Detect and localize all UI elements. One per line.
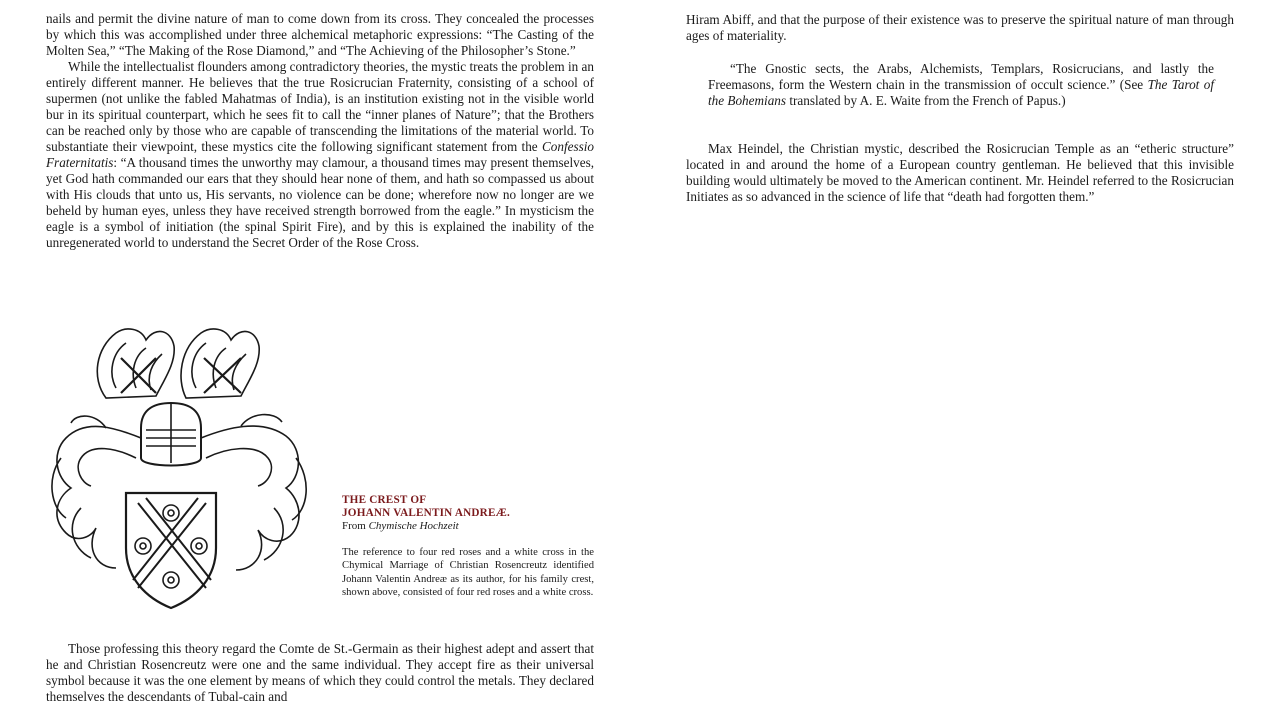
caption-title-line2: JOHANN VALENTIN ANDREÆ. [342, 507, 510, 519]
confessio-title: Confessio Fraternitatis [46, 139, 594, 170]
right-page-heindel-text [686, 141, 1234, 205]
right-page [686, 0, 1234, 720]
crest-caption [342, 494, 594, 600]
left-page-top-text [46, 11, 594, 251]
caption-body: The reference to four red roses and a white cross in the Chymical Marriage of Christian Rosencreutz identified Johann Valentin Andreæ as its author, for his family crest, shown above, consisted of four red roses and a white cross. [342, 547, 594, 599]
quote-end: translated by A. E. Waite from the French of Papus.) [786, 93, 1066, 108]
gnostic-quote-text [708, 61, 1214, 109]
quote-book-title: The Tarot of the Bohemians [708, 77, 1214, 108]
left-page [46, 0, 594, 720]
caption-source-title: Chymische Hochzeit [368, 520, 459, 532]
caption-source [342, 520, 594, 533]
caption-title-line1: THE CREST OF [342, 494, 427, 506]
crest-icon [46, 318, 312, 614]
crest-illustration [46, 318, 312, 614]
gnostic-quote [708, 61, 1214, 109]
left-page-bottom-text [46, 641, 594, 705]
paragraph-mystic-view [46, 59, 594, 251]
paragraph-alchemical-expressions: nails and permit the divine nature of man to come down from its cross. They concealed the processes by which this was accomplished under three alchemical metaphoric expressions: “The Casting of the Molten Sea,” “The Making of the Rose Diamond,” and “The Achieving of the Philosopher’s Stone.” [46, 11, 594, 58]
right-page-top-text [686, 12, 1234, 44]
paragraph-st-germain: Those professing this theory regard the Comte de St.-Germain as their highest adept and assert that he and Christian Rosencreutz were one and the same individual. They accept fire as their universal symbol because it was the one element by means of which they could control the metals. They declared themselves the descendants of Tubal-cain and [46, 641, 594, 704]
quote-text: “The Gnostic sects, the Arabs, Alchemists, Templars, Rosicrucians, and lastly the Freemasons, form the Western chain in the transmission of occult science.” (See [708, 61, 1214, 92]
caption-source-prefix: From [342, 520, 369, 532]
paragraph-max-heindel: Max Heindel, the Christian mystic, described the Rosicrucian Temple as an “etheric structure” located in and around the home of a European country gentleman. He believed that this invisible building would ultimately be moved to the American continent. Mr. Heindel referred to the Rosicrucian Initiates as so advanced in the science of life that “death had forgotten them.” [686, 141, 1234, 204]
mystic-text: While the intellectualist flounders among contradictory theories, the mystic treats the problem in an entirely different manner. He believes that the true Rosicrucian Fraternity, consisting of a school of supermen (not unlike the fabled Mahatmas of India), is an institution existing not in the visible world bur in its spiritual counterpart, which he sees fit to call the “inner planes of Nature”; that the Brothers can be reached only by those who are capable of transcending the limitations of the material world. To substantiate their viewpoint, these mystics cite the following significant statement from the [46, 59, 594, 154]
mystic-quote: : “A thousand times the unworthy may clamour, a thousand times may present themselves, yet God hath commanded our ears that they should hear none of them, and hath so compassed us about with His clouds that unto us, His servants, no violence can be done; wherefore now no longer are we beheld by human eyes, unless they have received strength borrowed from the eagle.” In mysticism the eagle is a symbol of initiation (the spinal Spirit Fire), and by this is explained the inability of the unregenerated world to understand the Secret Order of the Rose Cross. [46, 155, 594, 250]
paragraph-hiram-abiff: Hiram Abiff, and that the purpose of their existence was to preserve the spiritual nature of man through ages of materiality. [686, 12, 1234, 43]
